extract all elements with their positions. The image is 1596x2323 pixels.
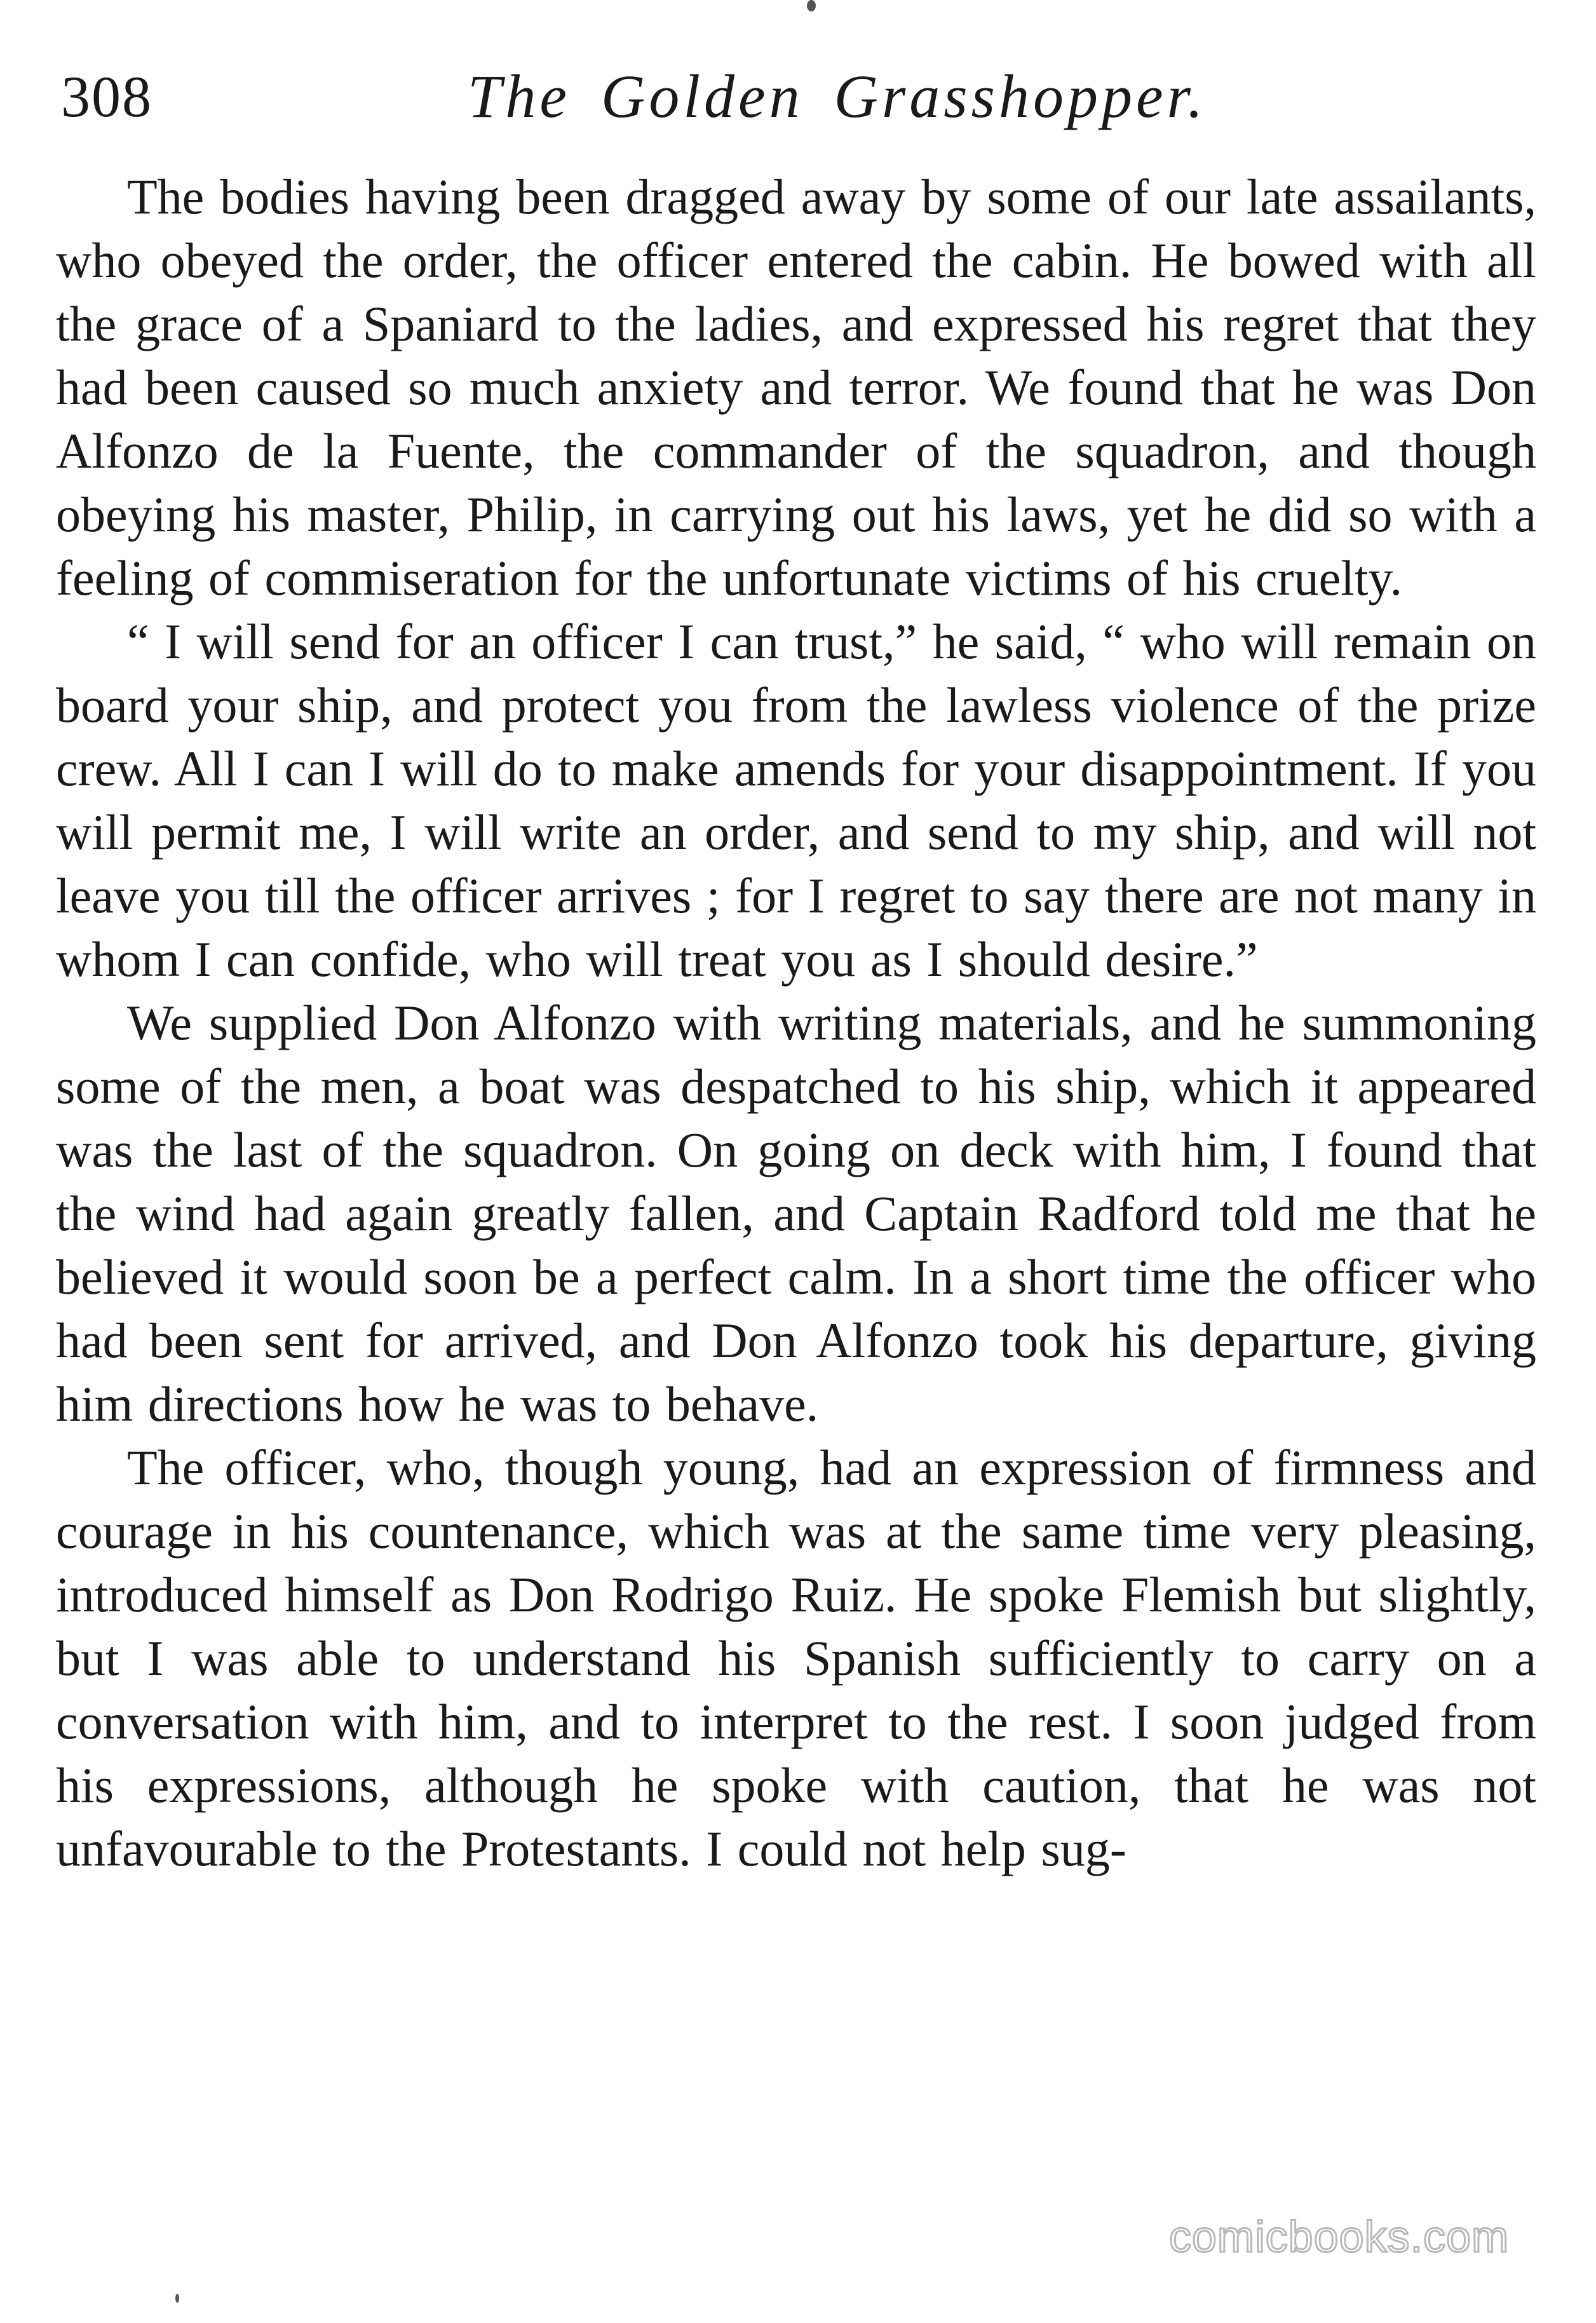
body-text [56, 165, 1536, 1881]
print-speck [807, 0, 816, 11]
paragraph-3: We supplied Don Alfonzo with writing materials, and he summoning some of the men, a boat was despatched to his ship, which it appeared was the last of the squadron. On going on deck with him, I found that the wind had again greatly fallen, and Captain Radford told me that he believed it would soon be a perfect calm. In a short time the officer who had been sent for arrived, and Don Alfonzo took his departure, giving him directions how he was to behave. [56, 995, 1536, 1432]
page-number: 308 [61, 64, 152, 129]
print-speck [175, 2294, 179, 2303]
running-title: The Golden Grasshopper. [468, 62, 1207, 130]
watermark: comicbooks.com [1169, 2212, 1510, 2261]
page-header [61, 58, 1541, 141]
paragraph-1: The bodies having been dragged away by some of our late assailants, who obeyed the order, the officer entered the cabin. He bowed with all the grace of a Spaniard to the ladies, and expressed his regret that they had been caused so much anxiety and terror. We found that he was Don Alfonzo de la Fuente, the commander of the squadron, and though obeying his master, Philip, in carrying out his laws, yet he did so with a feeling of commiseration for the unfortunate victims of his cruelty. [56, 169, 1536, 606]
paragraph-4: The officer, who, though young, had an expression of firmness and courage in his countenance, which was at the same time very pleasing, introduced himself as Don Rodrigo Ruiz. He spoke Flemish but slightly, but I was able to understand his Spanish sufficiently to carry on a conversation with him, and to interpret to the rest. I soon judged from his expressions, although he spoke with caution, that he was not unfavourable to the Protestants. I could not help sug- [56, 1440, 1536, 1876]
paragraph-2: “ I will send for an officer I can trust,” he said, “ who will remain on board your ship, and protect you from the lawless violence of the prize crew. All I can I will do to make amends for your disappointment. If you will permit me, I will write an order, and send to my ship, and will not leave you till the officer arrives ; for I regret to say there are not many in whom I can confide, who will treat you as I should desire.” [56, 614, 1536, 987]
